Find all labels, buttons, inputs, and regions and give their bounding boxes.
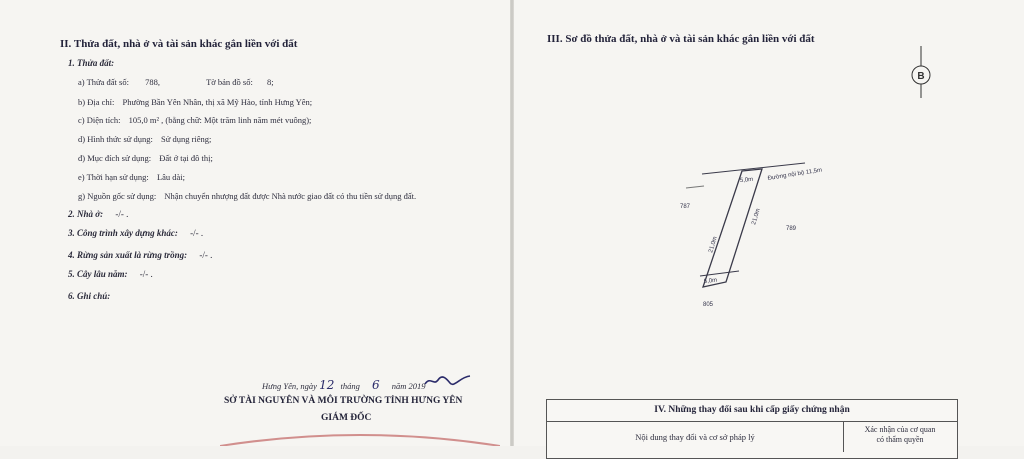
changes-col-confirm <box>845 425 955 445</box>
date-day: 12 <box>319 378 335 392</box>
perennial-value: -/- . <box>139 269 153 279</box>
term-row <box>78 172 185 182</box>
land-heading: 1. Thửa đất: <box>68 58 115 68</box>
parcel-plan <box>660 150 860 310</box>
forest-row <box>68 250 212 260</box>
section-iii-title: III. Sơ đồ thửa đất, nhà ở và tài sản khác gắn liền với đất <box>547 33 815 45</box>
south-parcel-label: 805 <box>703 302 714 308</box>
handwritten-scribble <box>424 374 472 388</box>
parcel-label: a) Thửa đất số: <box>78 77 129 87</box>
parcel-row <box>78 77 274 87</box>
area-value: 105,0 m² , (bằng chữ: Một trăm linh năm mét vuông); <box>128 115 312 125</box>
purpose-row <box>78 153 213 163</box>
signer-title: GIÁM ĐỐC <box>321 413 372 423</box>
house-label: 2. Nhà ở: <box>68 209 104 219</box>
parcel-number: 788, <box>145 77 160 87</box>
right-length-label: 21,0m <box>751 207 762 226</box>
note-label: 6. Ghi chú: <box>68 291 111 301</box>
construction-value: -/- . <box>190 228 204 238</box>
purpose-label: đ) Mục đích sử dụng: <box>78 153 152 163</box>
changes-col-content: Nội dung thay đổi và cơ sở pháp lý <box>547 422 844 452</box>
purpose-value: Đất ở tại đô thị; <box>159 153 213 163</box>
house-row <box>68 209 128 219</box>
bottom-dimension-line <box>700 271 739 276</box>
area-row <box>78 115 311 125</box>
page-fold <box>510 0 514 446</box>
area-label: c) Diện tích: <box>78 115 121 125</box>
west-parcel-label: 787 <box>680 204 691 210</box>
changes-col-confirm-line2: có thẩm quyền <box>876 435 924 444</box>
changes-table-heading: IV. Những thay đổi sau khi cấp giấy chứng nhận <box>547 400 957 422</box>
address-row <box>78 97 312 107</box>
origin-label: g) Nguồn gốc sử dụng: <box>78 191 157 201</box>
perennial-row <box>68 269 153 279</box>
issue-date <box>262 378 426 392</box>
origin-value: Nhận chuyển nhượng đất được Nhà nước giao đất có thu tiền sử dụng đất. <box>164 191 417 201</box>
construction-label: 3. Công trình xây dựng khác: <box>68 228 178 238</box>
road-label: Đường nội bộ 11,5m <box>767 167 823 182</box>
stamp-edge <box>220 428 500 446</box>
construction-row <box>68 228 203 238</box>
north-compass <box>906 44 936 100</box>
address-label: b) Địa chỉ: <box>78 97 115 107</box>
note-row <box>68 291 110 301</box>
address-value: Phường Bần Yên Nhân, thị xã Mỹ Hào, tỉnh Hưng Yên; <box>122 97 313 107</box>
perennial-label: 5. Cây lâu năm: <box>68 269 128 279</box>
use-form-value: Sử dụng riêng; <box>160 134 212 144</box>
section-ii-title: II. Thửa đất, nhà ở và tài sản khác gắn liền với đất <box>60 38 298 50</box>
house-value: -/- . <box>115 209 129 219</box>
sheet-label: Tờ bản đồ số: <box>206 77 253 87</box>
compass-letter: B <box>917 71 925 82</box>
date-month: 6 <box>371 378 380 392</box>
authority-name: SỞ TÀI NGUYÊN VÀ MÔI TRƯỜNG TỈNH HƯNG YÊN <box>224 396 463 406</box>
use-form-label: d) Hình thức sử dụng: <box>78 134 153 144</box>
term-value: Lâu dài; <box>156 172 186 182</box>
bottom-width-label: 5,0m <box>703 277 718 285</box>
term-label: e) Thời hạn sử dụng: <box>78 172 149 182</box>
forest-value: -/- . <box>199 250 213 260</box>
sheet-number: 8; <box>266 77 274 87</box>
changes-col-confirm-line1: Xác nhận của cơ quan <box>864 425 936 434</box>
parcel-boundary <box>703 169 762 287</box>
date-prefix: Hưng Yên, ngày <box>262 381 317 391</box>
date-year: năm 2019 <box>391 381 426 391</box>
date-month-label: tháng <box>340 381 360 391</box>
changes-table <box>546 399 958 459</box>
use-form-row <box>78 134 211 144</box>
top-width-label: 5,0m <box>739 176 754 184</box>
neighbor-marker-west <box>686 186 704 188</box>
forest-label: 4. Rừng sản xuất là rừng trồng: <box>68 250 188 260</box>
east-parcel-label: 789 <box>786 226 797 232</box>
origin-row <box>78 191 416 201</box>
left-length-label: 21,0m <box>708 235 719 254</box>
